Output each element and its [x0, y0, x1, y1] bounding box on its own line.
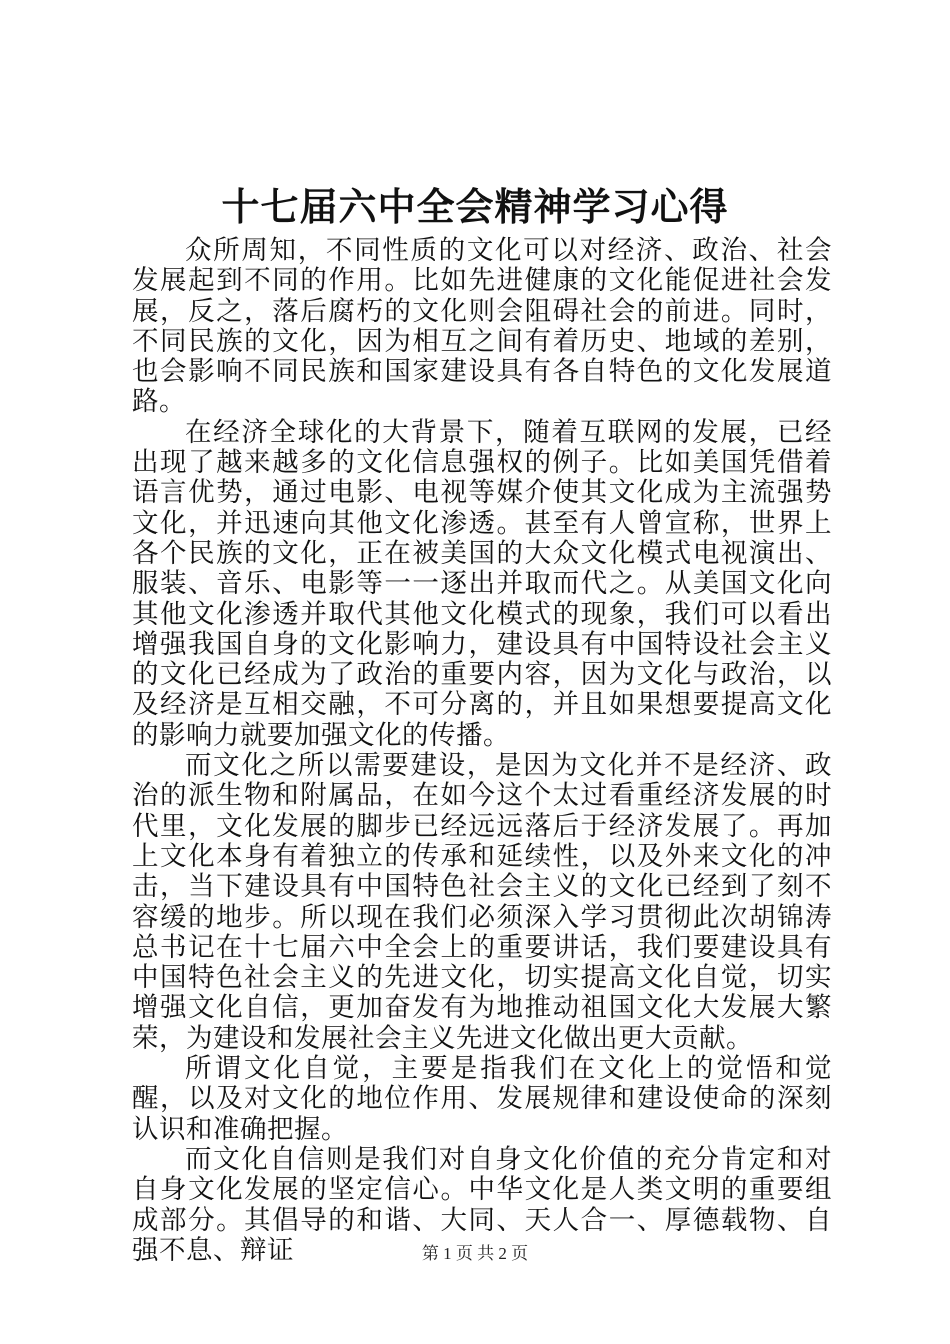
paragraph-1: 众所周知，不同性质的文化可以对经济、政治、社会发展起到不同的作用。比如先进健康的文化能促进社会发展，反之，落后腐朽的文化则会阻碍社会的前进。同时，不同民族的文化，因为相互之间有着历史、地域的差别，也会影响不同民族和国家建设具有各自特色的文化发展道路。 — [132, 235, 832, 418]
document-body — [132, 236, 832, 1266]
page-footer: 第 1 页 共 2 页 — [421, 1244, 529, 1263]
paragraph-5: 而文化自信则是我们对自身文化价值的充分肯定和对自身文化发展的坚定信心。中华文化是人类文明的重要组成部分。其倡导的和谐、大同、天人合一、厚德载物、自强不息、辩证 — [132, 1143, 832, 1266]
paragraph-2: 在经济全球化的大背景下，随着互联网的发展，已经出现了越来越多的文化信息强权的例子。比如美国凭借着语言优势，通过电影、电视等媒介使其文化成为主流强势文化，并迅速向其他文化渗透。甚至有人曾宣称，世界上各个民族的文化，正在被美国的大众文化模式电视演出、服装、音乐、电影等一一逐出并取而代之。从美国文化向其他文化渗透并取代其他文化模式的现象，我们可以看出增强我国自身的文化影响力，建设具有中国特设社会主义的文化已经成为了政治的重要内容，因为文化与政治，以及经济是互相交融，不可分离的，并且如果想要提高文化的影响力就要加强文化的传播。 — [132, 416, 832, 751]
paragraph-3: 而文化之所以需要建设，是因为文化并不是经济、政治的派生物和附属品，在如今这个太过看重经济发展的时代里，文化发展的脚步已经远远落后于经济发展了。再加上文化本身有着独立的传承和延续性，以及外来文化的冲击，当下建设具有中国特色社会主义的文化已经到了刻不容缓的地步。所以现在我们必须深入学习贯彻此次胡锦涛总书记在十七届六中全会上的重要讲话，我们要建设具有中国特色社会主义的先进文化，切实提高文化自觉，切实增强文化自信，更加奋发有为地推动祖国文化大发展大繁荣，为建设和发展社会主义先进文化做出更大贡献。 — [132, 750, 832, 1054]
document-title: 十七届六中全会精神学习心得 — [221, 184, 729, 229]
paragraph-4: 所谓文化自觉，主要是指我们在文化上的觉悟和觉醒，以及对文化的地位作用、发展规律和建设使命的深刻认识和准确把握。 — [132, 1053, 832, 1145]
